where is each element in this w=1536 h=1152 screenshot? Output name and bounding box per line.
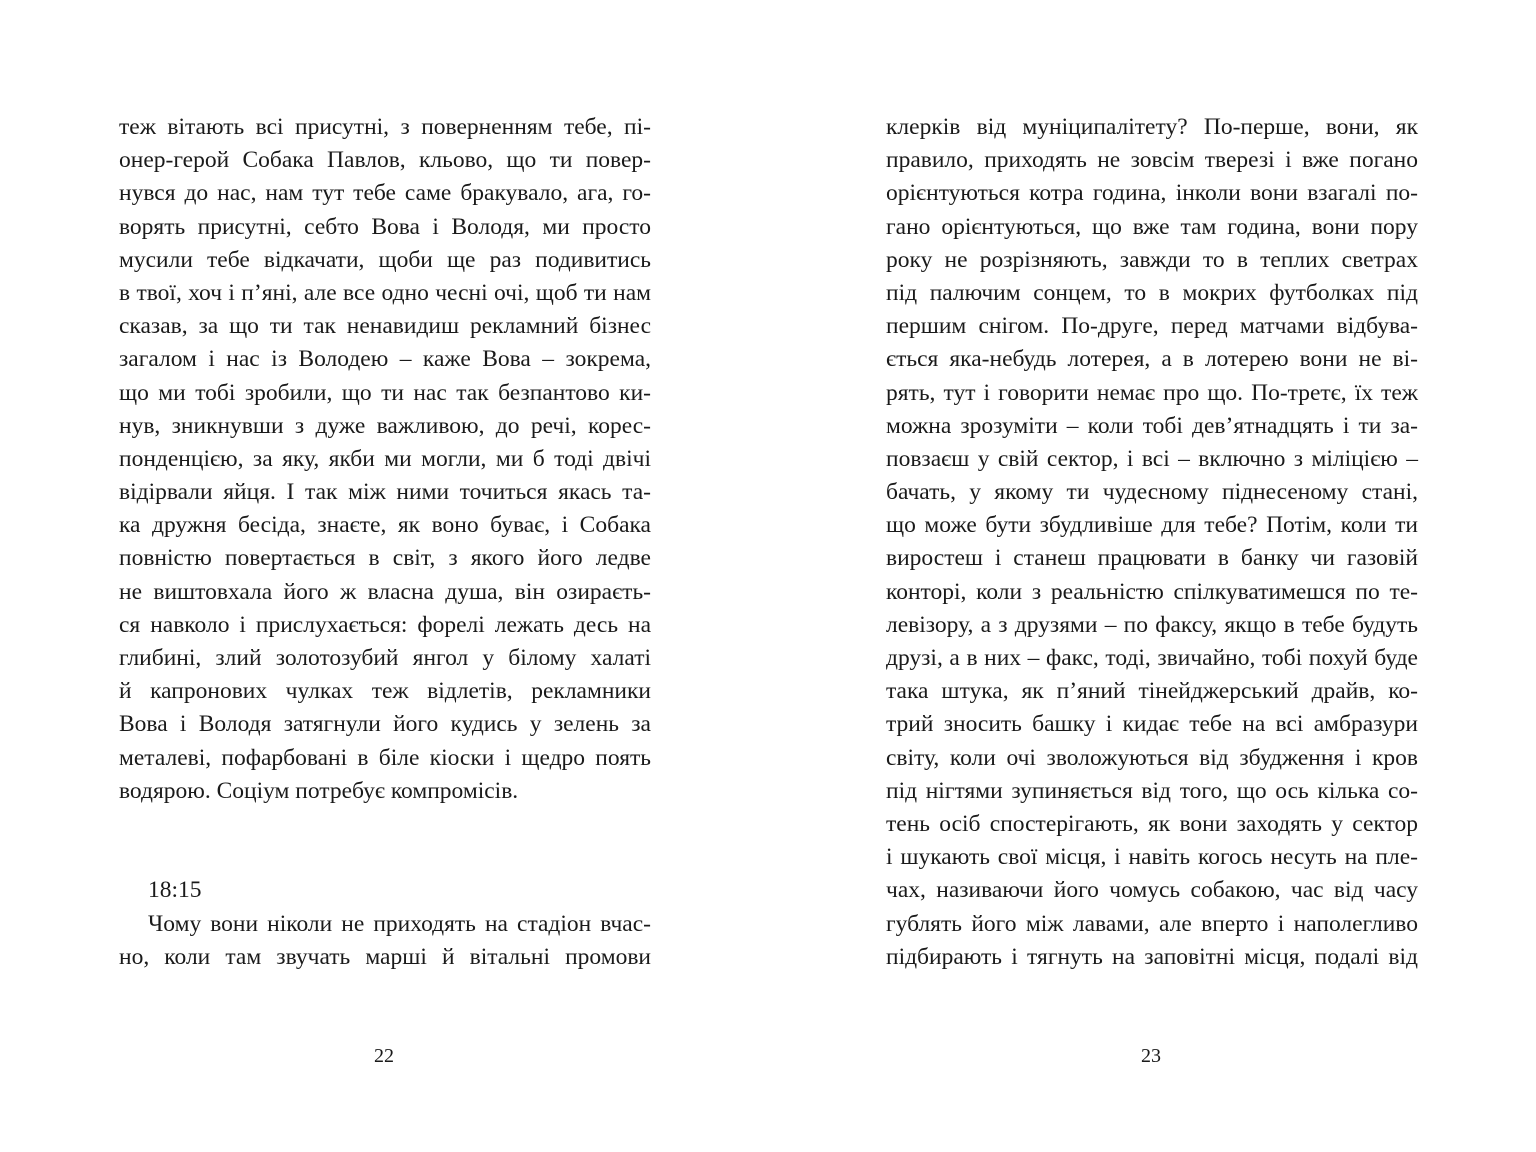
text-line: конторі, коли з реальністю спілкуватимешся по те- <box>886 578 1418 605</box>
text-line: року не розрізняють, завжди то в теплих светрах <box>886 246 1418 273</box>
left-page-text <box>119 111 651 974</box>
text-line: Чому вони ніколи не приходять на стадіон вчас- <box>148 910 651 937</box>
text-line: орієнтуються котра година, інколи вони взагалі по- <box>886 180 1418 207</box>
text-line: тень осіб спостерігають, як вони заходять у сектор <box>886 810 1418 837</box>
text-line: левізору, а з друзями – по факсу, якщо в тебе будуть <box>886 611 1418 638</box>
text-line: підбирають і тягнуть на заповітні місця, подалі від <box>886 943 1418 970</box>
text-line: не виштовхала його ж власна душа, він озираєть- <box>119 578 651 605</box>
text-line: онер-герой Собака Павлов, кльово, що ти повер- <box>119 147 651 174</box>
text-line: загалом і нас із Володею – каже Вова – зокрема, <box>119 346 651 373</box>
text-line: металеві, пофарбовані в біле кіоски і щедро поять <box>119 744 651 771</box>
page-number: 23 <box>1141 1045 1161 1067</box>
text-line: першим снігом. По-друге, перед матчами відбува- <box>886 313 1418 340</box>
text-line: водярою. Соціум потребує компромісів. <box>119 777 519 804</box>
text-line: світу, коли очі зволожуються від збудження і кров <box>886 744 1418 771</box>
time-heading: 18:15 <box>148 877 202 904</box>
text-line: і шукають свої місця, і навіть когось несуть на пле- <box>886 844 1418 871</box>
text-line: що може бути збудливіше для тебе? Потім, коли ти <box>886 512 1418 539</box>
text-line: під палючим сонцем, то в мокрих футболках під <box>886 279 1418 306</box>
section-break <box>119 808 651 874</box>
text-line: нув, зникнувши з дуже важливою, до речі, корес- <box>119 412 651 439</box>
right-page <box>768 0 1536 1152</box>
text-line: мусили тебе відкачати, щоби ще раз подивитись <box>119 246 651 273</box>
text-line: повзаєш у свій сектор, і всі – включно з міліцією – <box>886 445 1418 472</box>
text-line: Вова і Володя затягнули його кудись у зелень за <box>119 711 651 738</box>
text-line: сказав, за що ти так ненавидиш рекламний бізнес <box>119 313 651 340</box>
right-page-text <box>886 111 1418 974</box>
text-line: понденцією, за яку, якби ми могли, ми б тоді двічі <box>119 445 651 472</box>
text-line: рять, тут і говорити немає про що. По-третє, їх теж <box>886 379 1418 406</box>
text-line: виростеш і станеш працювати в банку чи газовій <box>886 545 1418 572</box>
text-line: гублять його між лавами, але вперто і наполегливо <box>886 910 1418 937</box>
text-line: гано орієнтуються, що вже там година, вони пору <box>886 213 1418 240</box>
text-line: що ми тобі зробили, що ти нас так безпантово ки- <box>119 379 651 406</box>
text-line: глибині, злий золотозубий янгол у білому халаті <box>119 645 651 671</box>
text-line: правило, приходять не зовсім тверезі і вже погано <box>886 147 1418 174</box>
text-line: но, коли там звучать марші й вітальні промови <box>119 943 651 970</box>
text-line: можна зрозуміти – коли тобі дев’ятнадцять і ти за- <box>886 412 1418 439</box>
text-line: друзі, а в них – факс, тоді, звичайно, тобі похуй буде <box>886 645 1418 671</box>
text-line: під нігтями зупиняється від того, що ось кілька со- <box>886 777 1418 804</box>
text-line: бачать, у якому ти чудесному піднесеному стані, <box>886 479 1418 506</box>
text-line: така штука, як п’яний тінейджерський драйв, ко- <box>886 678 1418 705</box>
text-line: трий зносить башку і кидає тебе на всі амбразури <box>886 711 1418 738</box>
text-line: й капронових чулках теж відлетів, рекламники <box>119 678 651 705</box>
text-line: повністю повертається в світ, з якого його ледве <box>119 545 651 572</box>
text-line: ся навколо і прислухається: форелі лежать десь на <box>119 611 651 638</box>
text-line: теж вітають всі присутні, з поверненням тебе, пі- <box>119 114 651 140</box>
text-line: в твої, хоч і п’яні, але все одно чесні очі, щоб ти нам <box>119 279 651 306</box>
text-line: ка дружня бесіда, знаєте, як воно буває, і Собака <box>119 512 651 539</box>
text-line: нувся до нас, нам тут тебе саме бракувало, ага, го- <box>119 180 651 207</box>
text-line: клерків від муніципалітету? По-перше, вони, як <box>886 114 1418 140</box>
page-number: 22 <box>374 1045 394 1067</box>
text-line: ється яка-небудь лотерея, а в лотерею вони не ві- <box>886 346 1418 373</box>
text-line: чах, називаючи його чомусь собакою, час від часу <box>886 877 1418 904</box>
text-line: ворять присутні, себто Вова і Володя, ми просто <box>119 213 651 240</box>
text-line: відірвали яйця. І так між ними точиться якась та- <box>119 479 651 506</box>
